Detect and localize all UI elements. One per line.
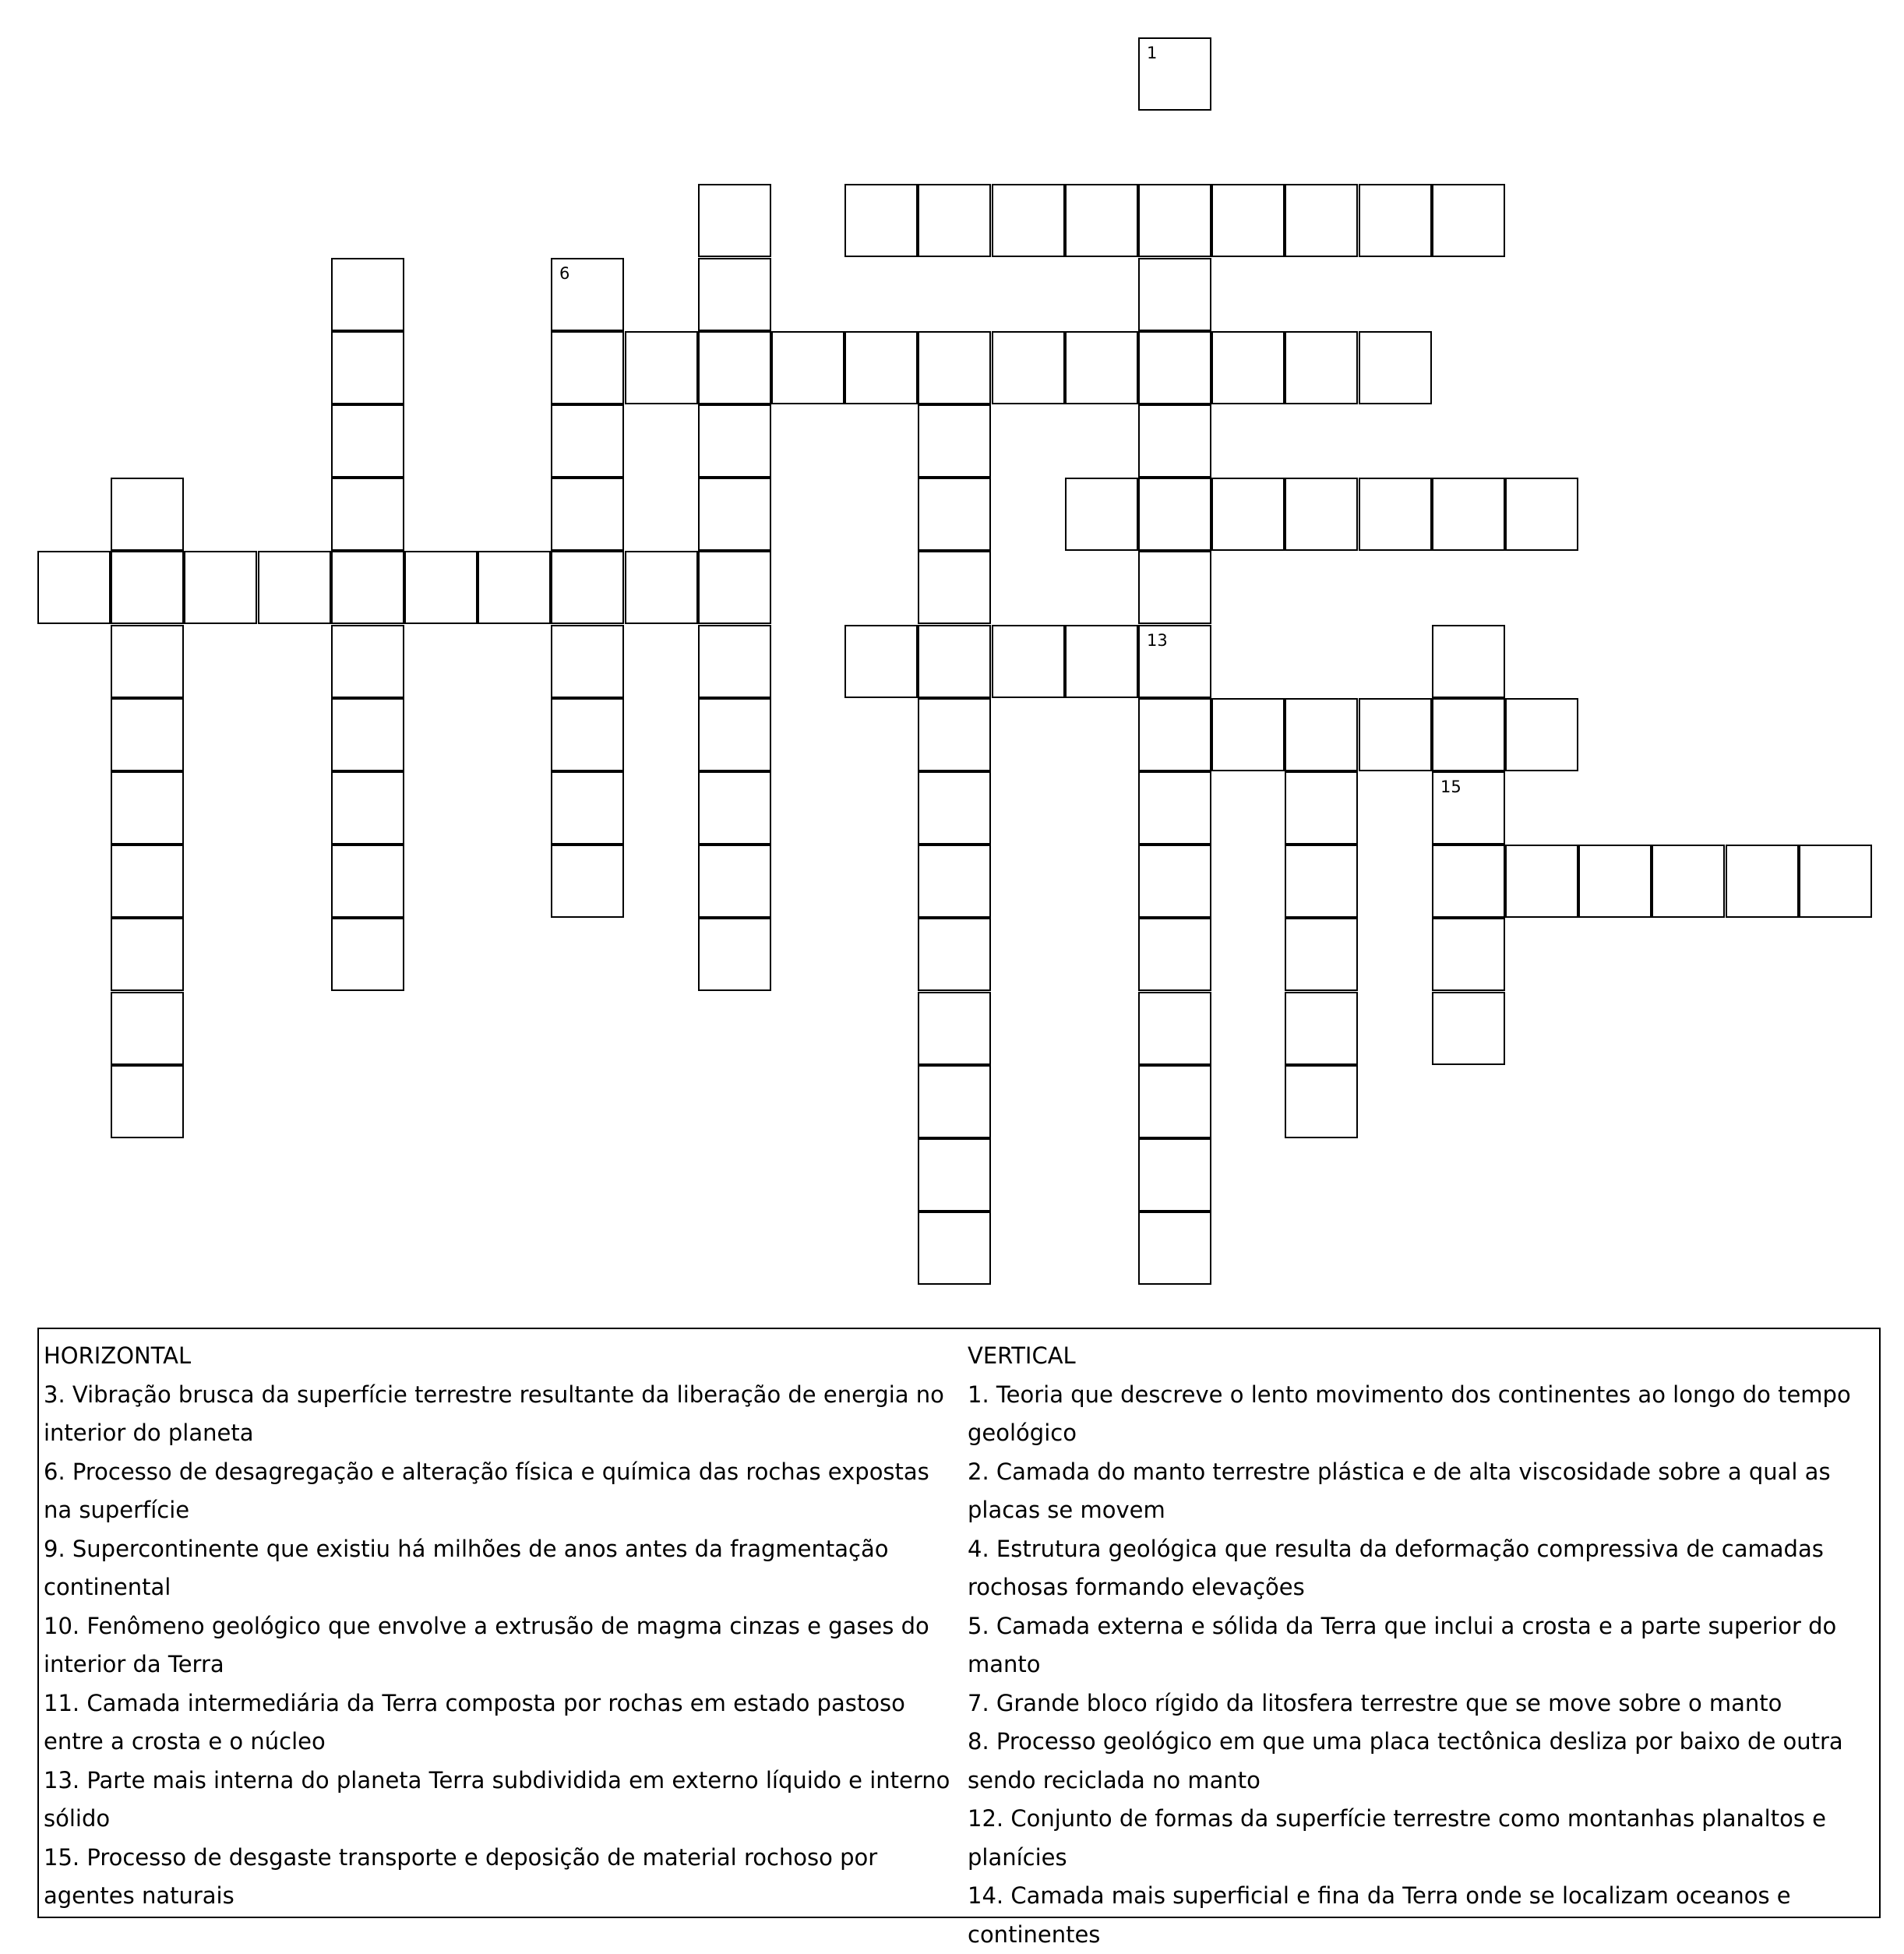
clue-vertical-14: 14. Camada mais superficial e fina da Terra onde se localizam oceanos e continentes [968,1882,1791,1948]
clue-horizontal-11: 11. Camada intermediária da Terra composta por rochas em estado pastoso entre a crosta e o núcleo [44,1689,905,1755]
grid-cell[interactable] [1138,258,1211,331]
grid-cell[interactable] [1285,845,1358,918]
horizontal-clues [44,1337,963,1916]
grid-cell[interactable] [331,478,404,551]
grid-cell[interactable] [992,331,1065,404]
grid-cell[interactable] [551,258,624,331]
grid-cell[interactable] [1432,184,1505,257]
clue-number: 15 [1440,778,1461,796]
grid-cell[interactable] [1359,331,1432,404]
grid-cell[interactable] [1138,184,1211,257]
grid-cell[interactable] [184,551,257,624]
grid-cell[interactable] [111,1065,184,1138]
grid-cell[interactable] [551,625,624,698]
grid-cell[interactable] [478,551,551,624]
grid-cell[interactable] [918,1065,991,1138]
grid-cell[interactable] [1285,771,1358,845]
grid-cell[interactable] [331,625,404,698]
grid-cell[interactable] [1432,698,1505,771]
grid-cell[interactable] [918,1138,991,1212]
grid-cell[interactable] [918,845,991,918]
grid-cell[interactable] [918,771,991,845]
grid-cell[interactable] [992,184,1065,257]
grid-cell[interactable] [1065,478,1138,551]
grid-cell[interactable] [698,771,771,845]
grid-cell[interactable] [1285,331,1358,404]
grid-cell[interactable] [111,918,184,991]
grid-cell[interactable] [1211,184,1285,257]
clue-number: 13 [1147,631,1168,650]
grid-cell[interactable] [111,625,184,698]
grid-cell[interactable] [1138,37,1211,111]
grid-cell[interactable] [1432,992,1505,1065]
grid-cell[interactable] [1285,698,1358,771]
grid-cell[interactable] [1138,771,1211,845]
grid-cell[interactable] [1726,845,1799,918]
grid-cell[interactable] [111,771,184,845]
grid-cell[interactable] [1285,184,1358,257]
clue-vertical-5: 5. Camada externa e sólida da Terra que inclui a crosta e a parte superior do manto [968,1612,1837,1677]
grid-cell[interactable] [918,918,991,991]
grid-cell[interactable] [1652,845,1725,918]
grid-cell[interactable] [698,551,771,624]
grid-cell[interactable] [551,404,624,478]
grid-cell[interactable] [625,331,698,404]
grid-cell[interactable] [625,551,698,624]
grid-cell[interactable] [1578,845,1652,918]
grid-cell[interactable] [1138,551,1211,624]
clue-horizontal-3: 3. Vibração brusca da superfície terrestre resultante da liberação de energia no interior do planeta [44,1381,944,1446]
grid-cell[interactable] [551,845,624,918]
clue-number: 1 [1147,44,1158,62]
grid-cell[interactable] [698,404,771,478]
grid-cell[interactable] [1432,478,1505,551]
clue-horizontal-13: 13. Parte mais interna do planeta Terra subdividida em externo líquido e interno sólido [44,1766,950,1832]
clue-horizontal-9: 9. Supercontinente que existiu há milhões de anos antes da fragmentação continental [44,1535,889,1600]
grid-cell[interactable] [918,992,991,1065]
grid-cell[interactable] [1285,1065,1358,1138]
grid-cell[interactable] [1359,698,1432,771]
grid-cell[interactable] [111,992,184,1065]
clue-horizontal-10: 10. Fenômeno geológico que envolve a extrusão de magma cinzas e gases do interior da Terra [44,1612,929,1677]
grid-cell[interactable] [551,331,624,404]
grid-cell[interactable] [1359,478,1432,551]
grid-cell[interactable] [1799,845,1872,918]
grid-cell[interactable] [1065,331,1138,404]
grid-cell[interactable] [844,331,918,404]
grid-cell[interactable] [1138,1065,1211,1138]
grid-cell[interactable] [918,404,991,478]
vertical-clues [968,1337,1875,1954]
grid-cell[interactable] [1285,918,1358,991]
grid-cell[interactable] [1505,845,1578,918]
grid-cell[interactable] [698,625,771,698]
clue-vertical-1: 1. Teoria que descreve o lento movimento dos continentes ao longo do tempo geológico [968,1381,1851,1446]
grid-cell[interactable] [1065,184,1138,257]
grid-cell[interactable] [1432,918,1505,991]
grid-cell[interactable] [918,698,991,771]
grid-cell[interactable] [698,478,771,551]
clue-horizontal-15: 15. Processo de desgaste transporte e deposição de material rochoso por agentes naturais [44,1843,878,1909]
grid-cell[interactable] [111,478,184,551]
grid-cell[interactable] [1211,331,1285,404]
grid-cell[interactable] [331,771,404,845]
grid-cell[interactable] [331,551,404,624]
grid-cell[interactable] [698,258,771,331]
vertical-title: VERTICAL [968,1342,1076,1369]
grid-cell[interactable] [331,404,404,478]
grid-cell[interactable] [551,771,624,845]
grid-cell[interactable] [404,551,478,624]
grid-cell[interactable] [1138,992,1211,1065]
clue-number: 6 [559,264,570,283]
grid-cell[interactable] [1285,992,1358,1065]
grid-cell[interactable] [551,698,624,771]
grid-cell[interactable] [1138,331,1211,404]
grid-cell[interactable] [1432,625,1505,698]
grid-cell[interactable] [111,845,184,918]
grid-cell[interactable] [551,478,624,551]
grid-cell[interactable] [771,331,844,404]
grid-cell[interactable] [1138,1212,1211,1285]
grid-cell[interactable] [844,625,918,698]
grid-cell[interactable] [992,625,1065,698]
grid-cell[interactable] [698,331,771,404]
grid-cell[interactable] [111,698,184,771]
grid-cell[interactable] [331,258,404,331]
grid-cell[interactable] [1138,845,1211,918]
grid-cell[interactable] [37,551,111,624]
grid-cell[interactable] [918,184,991,257]
clue-horizontal-6: 6. Processo de desagregação e alteração física e química das rochas expostas na superfície [44,1458,929,1523]
grid-cell[interactable] [1138,698,1211,771]
grid-cell[interactable] [1432,845,1505,918]
clues-box [37,1328,1881,1948]
grid-cell[interactable] [698,845,771,918]
grid-cell[interactable] [698,184,771,257]
horizontal-title: HORIZONTAL [44,1342,192,1369]
grid-cell[interactable] [1211,478,1285,551]
grid-cell[interactable] [918,551,991,624]
grid-cell[interactable] [1138,625,1211,698]
grid-cell[interactable] [1505,698,1578,771]
grid-cell[interactable] [1138,404,1211,478]
grid-cell[interactable] [918,478,991,551]
grid-cell[interactable] [1285,478,1358,551]
grid-cell[interactable] [1432,771,1505,845]
grid-cell[interactable] [918,625,991,698]
grid-cell[interactable] [1065,625,1138,698]
grid-cell[interactable] [331,331,404,404]
grid-cell[interactable] [1138,478,1211,551]
grid-cell[interactable] [698,918,771,991]
clue-vertical-7: 7. Grande bloco rígido da litosfera terrestre que se move sobre o manto [968,1689,1782,1716]
grid-cell[interactable] [111,551,184,624]
grid-cell[interactable] [918,331,991,404]
grid-cell[interactable] [1211,698,1285,771]
grid-cell[interactable] [1505,478,1578,551]
grid-cell[interactable] [698,698,771,771]
grid-cell[interactable] [258,551,331,624]
clue-vertical-4: 4. Estrutura geológica que resulta da deformação compressiva de camadas rochosas formando elevações [968,1535,1824,1600]
grid-cell[interactable] [331,698,404,771]
grid-cell[interactable] [1138,1138,1211,1212]
clue-vertical-8: 8. Processo geológico em que uma placa tectônica desliza por baixo de outra sendo reciclada no manto [968,1728,1843,1794]
grid-cell[interactable] [551,551,624,624]
grid-cell[interactable] [1138,918,1211,991]
grid-cell[interactable] [1359,184,1432,257]
grid-cell[interactable] [844,184,918,257]
grid-cell[interactable] [331,845,404,918]
clue-vertical-2: 2. Camada do manto terrestre plástica e de alta viscosidade sobre a qual as placas se movem [968,1458,1831,1523]
grid-cell[interactable] [918,1212,991,1285]
clue-vertical-12: 12. Conjunto de formas da superfície terrestre como montanhas planaltos e planícies [968,1805,1826,1871]
grid-cell[interactable] [331,918,404,991]
